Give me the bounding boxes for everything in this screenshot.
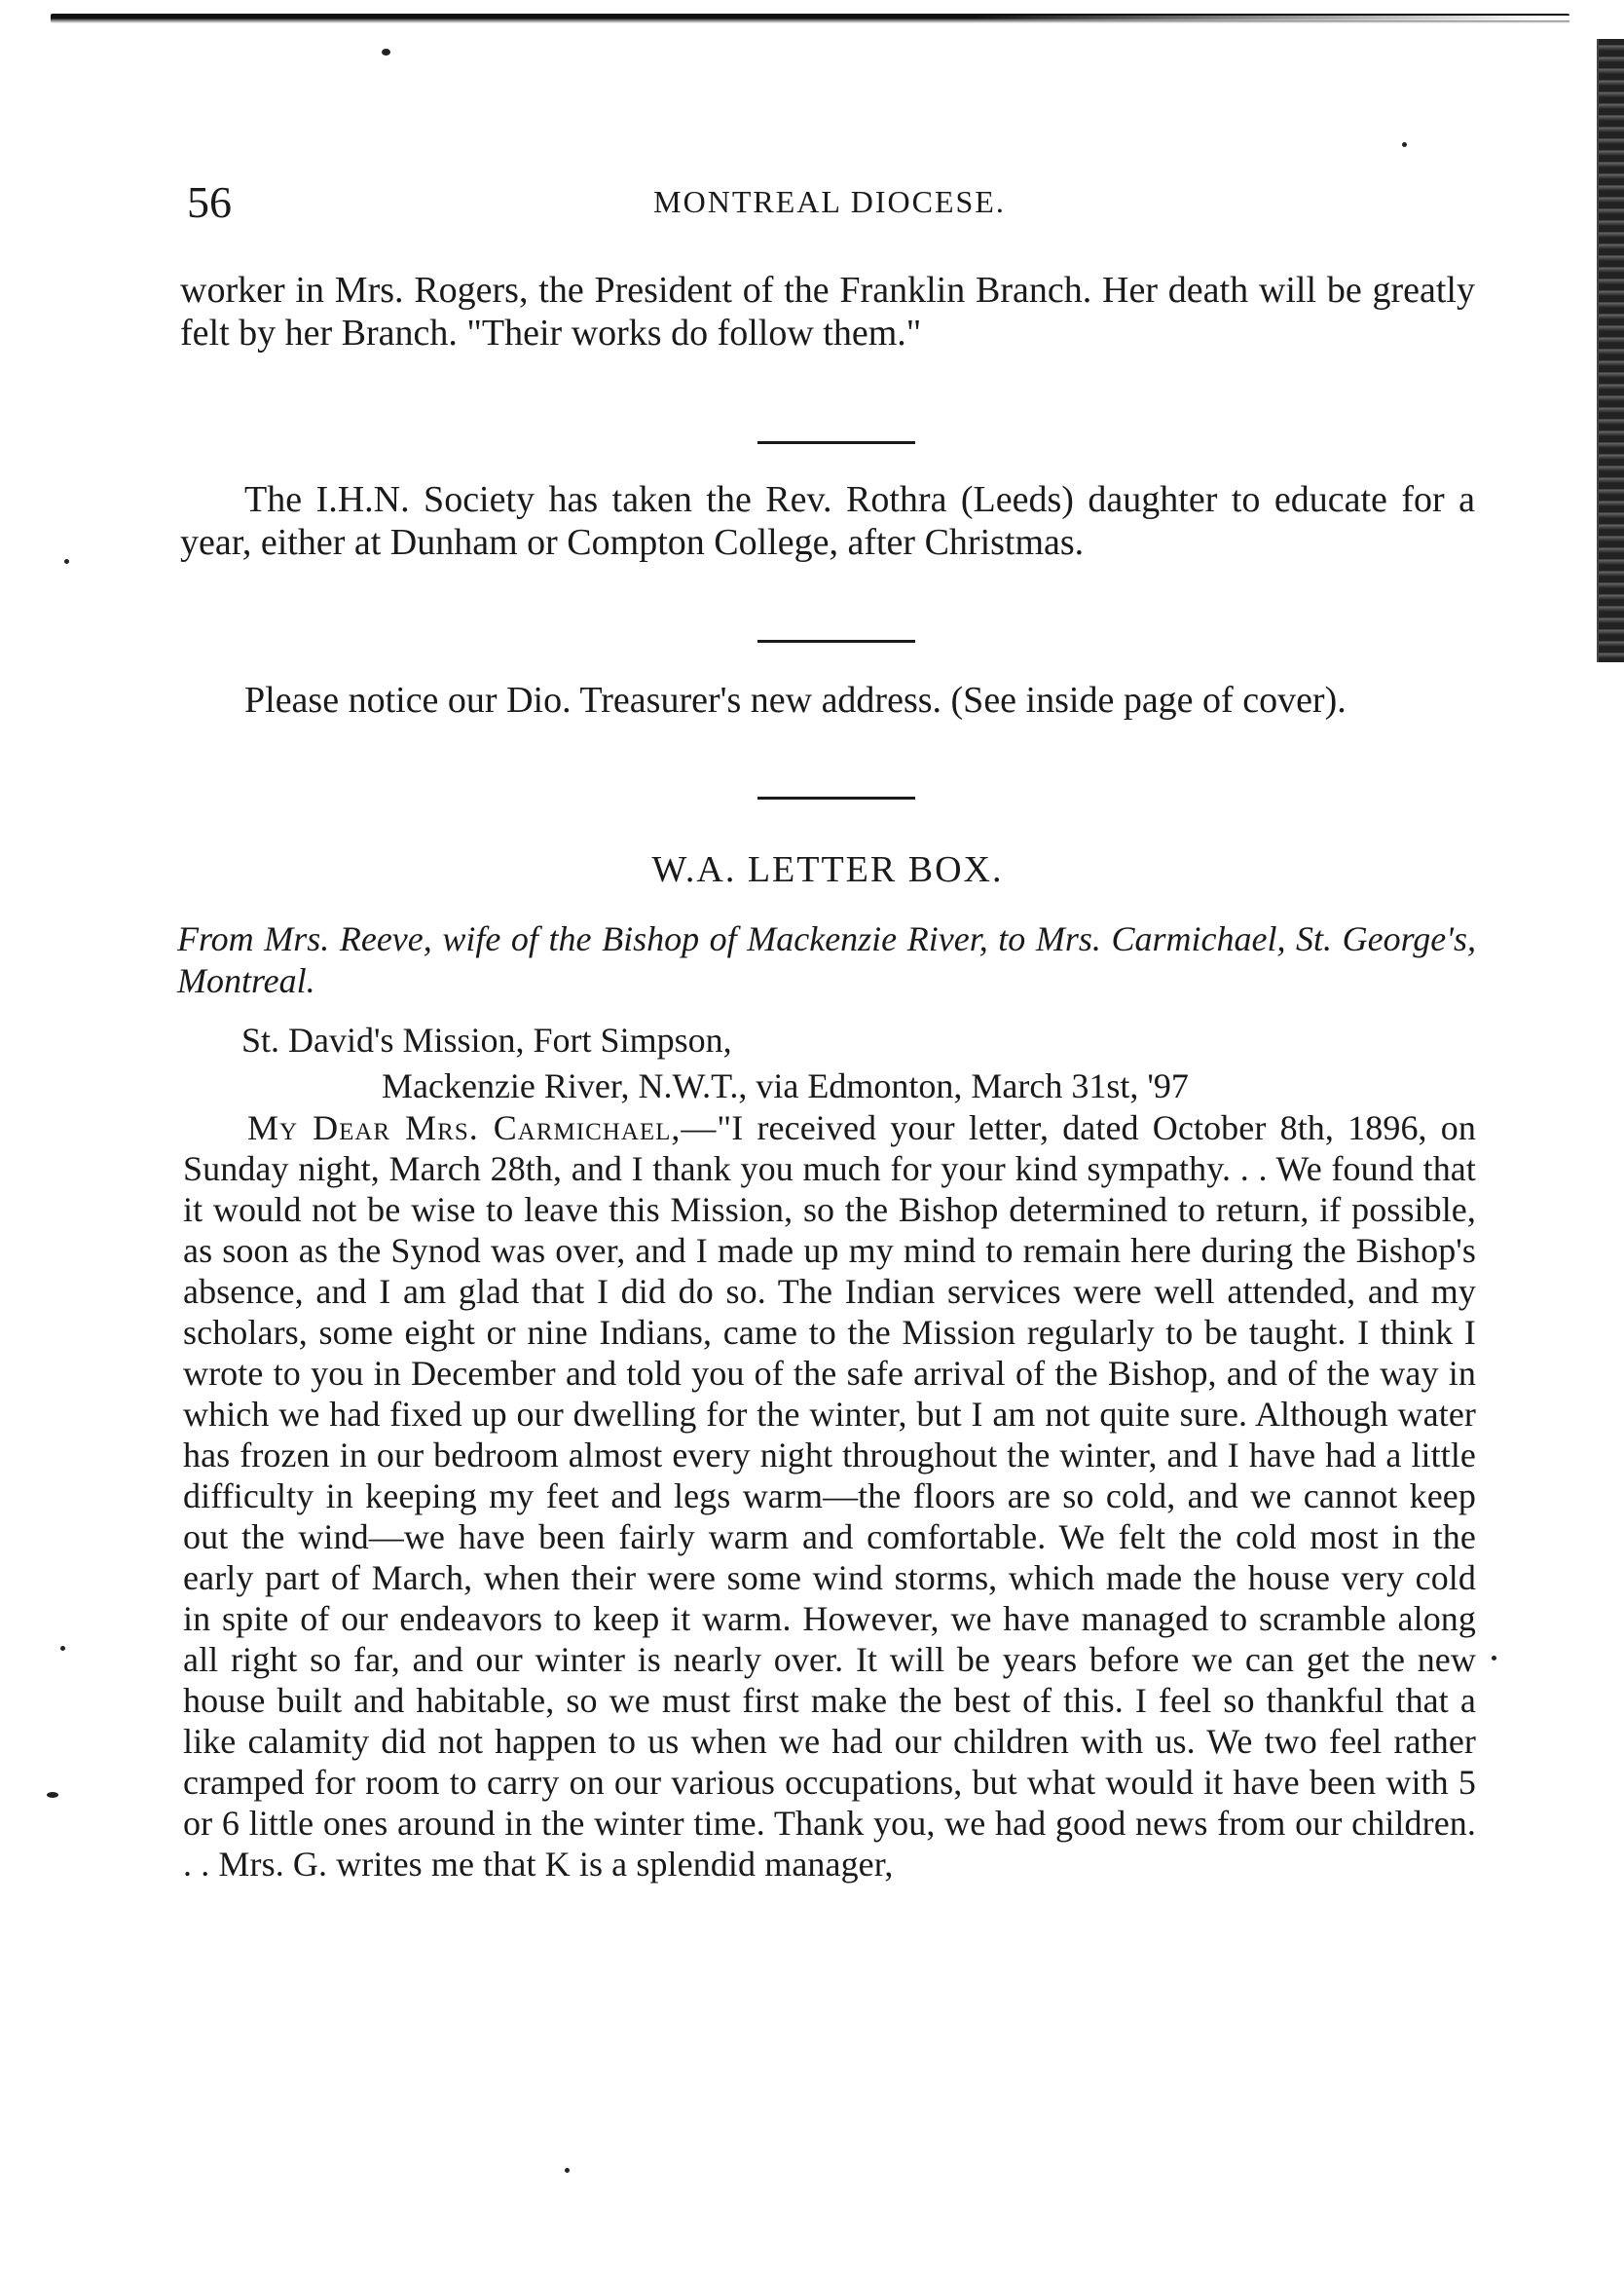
paragraph-rogers: worker in Mrs. Rogers, the President of the Franklin Branch. Her death will be greatly felt by her Branch. "Their works do follow them.": [180, 270, 1475, 354]
print-speck: [64, 559, 69, 564]
print-speck: [1492, 1656, 1496, 1660]
letter-box-title: W.A. LETTER BOX.: [651, 849, 1004, 890]
section-divider: [757, 797, 915, 800]
print-speck: [565, 2168, 570, 2173]
print-speck: [1402, 142, 1407, 147]
letter-from-line: From Mrs. Reeve, wife of the Bishop of Mackenzie River, to Mrs. Carmichael, St. George's, Montreal.: [177, 919, 1476, 1000]
letter-text: "I received your letter, dated October 8th, 1896, on Sunday night, March 28th, and I thank you much for your kind sympathy. . . We found that it would not be wise to leave this Mission, so the Bishop determined to return, if possible, as soon as the Synod was over, and I made up my mind to remain here during the Bishop's absence, and I am glad that I did do so. The Indian services were well attended, and my scholars, some eight or nine Indians, came to the Mission regularly to be taught. I think I wrote to you in December and told you of the safe arrival of the Bishop, and of the way in which we had fixed up our dwelling for the winter, but I am not quite sure. Although water has frozen in our bedroom almost every night throughout the winter, and I have had a little difficulty in keeping my feet and legs warm—the floors are so cold, and we cannot keep out the wind—we have been fairly warm and comfortable. We felt the cold most in the early part of March, when their were some wind storms, which made the house very cold in spite of our endeavors to keep it warm. However, we have managed to scramble along all right so far, and our winter is nearly over. It will be years before we can get the new house built and habitable, so we must first make the best of this. I feel so thankful that a like calamity did not happen to us when we had our children with us. We two feel rather cramped for room to carry on our various occupations, but what would it have been with 5 or 6 little ones around in the winter time. Thank you, we had good news from our children. . . Mrs. G. writes me that K is a splendid manager,: [183, 1108, 1476, 1884]
running-head: MONTREAL DIOCESE.: [653, 184, 1006, 219]
paragraph-treasurer-notice: Please notice our Dio. Treasurer's new address. (See inside page of cover).: [244, 680, 1347, 721]
page-edge-binding: [1597, 39, 1624, 662]
paragraph-ihn-society: The I.H.N. Society has taken the Rev. Rothra (Leeds) daughter to educate for a year, either at Dunham or Compton College, after Christmas.: [180, 479, 1475, 563]
print-speck: [382, 49, 390, 56]
top-border-fade: [974, 16, 1577, 20]
print-speck: [47, 1792, 58, 1798]
letter-address-line-1: St. David's Mission, Fort Simpson,: [241, 1021, 732, 1060]
page-header: [187, 178, 1472, 227]
section-divider: [757, 640, 915, 643]
letter-body: [183, 1107, 1476, 1884]
section-divider: [757, 441, 915, 444]
letter-salutation: My Dear Mrs. Carmichael,—: [247, 1108, 718, 1147]
print-speck: [60, 1646, 65, 1651]
page-number: 56: [187, 177, 232, 227]
letter-address-line-2: Mackenzie River, N.W.T., via Edmonton, March 31st, '97: [382, 1066, 1189, 1105]
